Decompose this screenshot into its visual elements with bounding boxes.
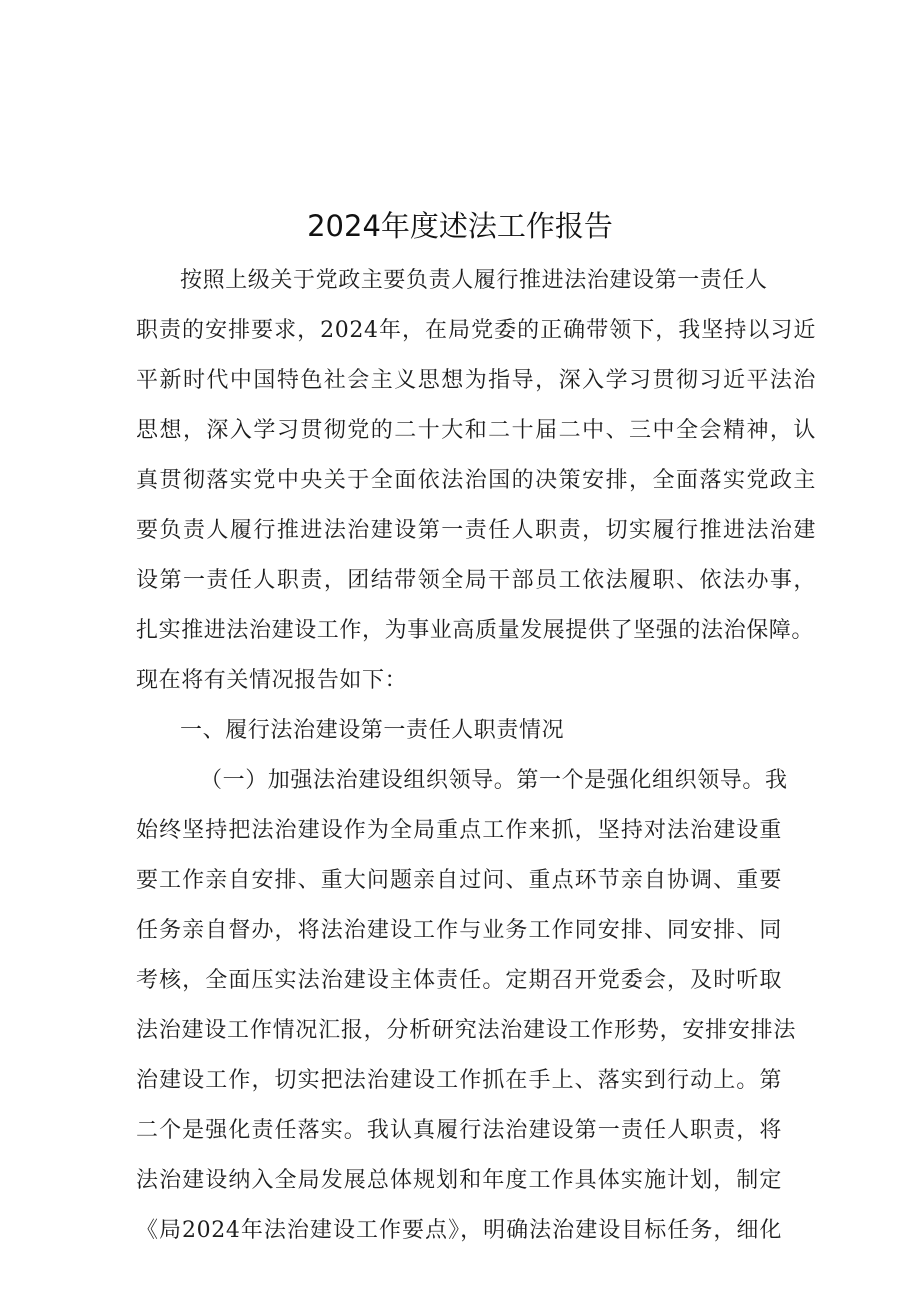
paragraph-line: 法治建设工作情况汇报，分析研究法治建设工作形势，安排安排法 xyxy=(136,1018,796,1043)
paragraph-line: 法治建设纳入全局发展总体规划和年度工作具体实施计划，制定 xyxy=(136,1168,782,1193)
paragraph-line: 设第一责任人职责，团结带领全局干部员工依法履职、依法办事， xyxy=(136,568,816,593)
paragraph-line: 治建设工作，切实把法治建设工作抓在手上、落实到行动上。第 xyxy=(136,1068,782,1093)
paragraph-line: 始终坚持把法治建设作为全局重点工作来抓，坚持对法治建设重 xyxy=(136,818,782,843)
paragraph-line: 扎实推进法治建设工作，为事业高质量发展提供了坚强的法治保障。 xyxy=(136,618,815,643)
paragraph-line: 要工作亲自安排、重大问题亲自过问、重点环节亲自协调、重要 xyxy=(136,868,782,893)
paragraph-line: 考核，全面压实法治建设主体责任。定期召开党委会，及时听取 xyxy=(136,968,782,993)
section-heading: 一、履行法治建设第一责任人职责情况 xyxy=(180,718,565,743)
paragraph-line: 职责的安排要求，2024年，在局党委的正确带领下，我坚持以习近 xyxy=(136,318,816,343)
document-title: 2024年度述法工作报告 xyxy=(307,209,613,243)
paragraph-line: 平新时代中国特色社会主义思想为指导，深入学习贯彻习近平法治 xyxy=(136,368,816,393)
paragraph-line: 任务亲自督办，将法治建设工作与业务工作同安排、同安排、同 xyxy=(136,918,782,943)
paragraph-line: 真贯彻落实党中央关于全面依法治国的决策安排，全面落实党政主 xyxy=(136,468,816,493)
paragraph-line: 思想，深入学习贯彻党的二十大和二十届二中、三中全会精神，认 xyxy=(136,418,816,443)
paragraph-line: 要负责人履行推进法治建设第一责任人职责，切实履行推进法治建 xyxy=(136,518,816,543)
paragraph-line: （一）加强法治建设组织领导。第一个是强化组织领导。我 xyxy=(200,768,788,793)
paragraph-line: 二个是强化责任落实。我认真履行法治建设第一责任人职责，将 xyxy=(136,1118,782,1143)
paragraph-line: 现在将有关情况报告如下： xyxy=(136,668,408,693)
paragraph-line: 《局2024年法治建设工作要点》，明确法治建设目标任务，细化 xyxy=(136,1218,782,1243)
paragraph-line: 按照上级关于党政主要负责人履行推进法治建设第一责任人 xyxy=(180,268,768,293)
